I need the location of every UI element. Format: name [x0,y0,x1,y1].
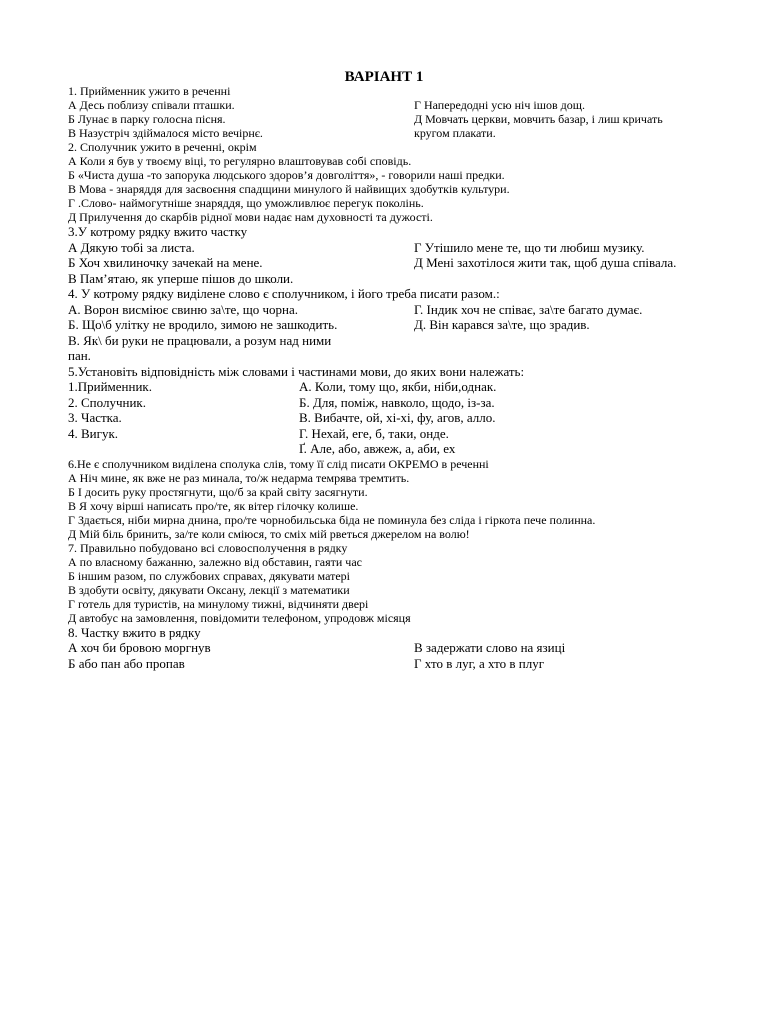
answer-option-continued: пан. [68,348,91,363]
match-row [68,410,728,426]
test-content [68,84,728,671]
answer-option: А Коли я був у твоєму віці, то регулярно влаштовував собі сповідь. [68,154,412,168]
answer-option: А Дякую тобі за листа. [68,239,195,255]
question-3: 3.У котрому рядку вжито частку [68,224,248,239]
answer-option: Б Лунає в парку голосна пісня. [68,112,226,126]
answer-option: А. Ворон висміює свиню за\те, що чорна. [68,301,299,317]
answer-row [68,126,728,140]
answer-option: Д Мовчать церкви, мовчить базар, і лиш кричать [414,112,663,126]
answer-option: Д. Він карався за\те, що зрадив. [414,317,590,332]
answer-row [68,640,728,656]
answer-option: Б Хоч хвилиночку зачекай на мене. [68,255,263,270]
question-6: 6.Не є сполучником виділена сполука слів, тому її слід писати ОКРЕМО в реченні [68,456,489,471]
answer-option: А хоч би бровою моргнув [68,640,211,655]
answer-option: В задержати слово на язиці [414,640,566,655]
answer-option: В Я хочу вірші написать про/те, як вітер гілочку колише. [68,498,359,513]
answer-option: А Ніч мине, як вже не раз минала, то/ж недарма темрява тремтить. [68,470,410,485]
answer-option: Г. Індик хоч не співає, за\те багато думає. [414,301,643,317]
answer-option: Д автобус на замовлення, повідомити телефоном, упродовж місяця [68,610,411,625]
question-7: 7. Правильно побудовано всі словосполучення в рядку [68,540,348,555]
answer-option: Д Прилучення до скарбів рідної мови надає нам духовності та дужості. [68,210,433,224]
match-right: В. Вибачте, ой, хі-хі, фу, агов, алло. [299,410,496,425]
answer-option: В. Як\ би руки не працювали, а розум над ними [68,332,332,348]
answer-option: В здобути освіту, дякувати Оксану, лекції з математики [68,582,350,597]
answer-row [68,302,728,318]
answer-option: А по власному бажанню, залежно від обставин, гаяти час [68,554,362,569]
match-left: 2. Сполучник. [68,394,146,410]
answer-row [68,656,728,672]
match-left: 3. Частка. [68,410,122,425]
answer-row [68,98,728,112]
document-title: ВАРІАНТ 1 [344,69,424,85]
answer-option: Г Напередодні усю ніч ішов дощ. [414,98,585,112]
answer-option: Б іншим разом, по службових справах, дякувати матері [68,568,350,583]
answer-row [68,255,728,271]
question-2: 2. Сполучник ужито в реченні, окрім [68,140,257,154]
answer-option: Г .Слово- наймогутніше знаряддя, що уможливлює перегук поколінь. [68,196,424,210]
answer-option: Г готель для туристів, на минулому тижні, відчиняти двері [68,596,369,611]
answer-option: Д Мені захотілося жити так, щоб душа співала. [414,255,677,270]
answer-option: В Пам’ятаю, як уперше пішов до школи. [68,270,294,286]
match-row [68,441,728,457]
answer-option: Д Мій біль бринить, за/те коли сміюся, то сміх мій рветься джерелом на волю! [68,526,470,541]
answer-option: В Назустріч здіймалося місто вечірнє. [68,126,263,140]
match-row [68,426,728,442]
match-row [68,379,728,395]
match-row [68,395,728,411]
answer-row [68,112,728,126]
answer-option: Б І досить руку простягнути, що/б за край світу засягнути. [68,484,368,499]
match-right: Г. Нехай, еге, б, таки, онде. [299,425,449,441]
answer-option: А Десь поблизу співали пташки. [68,98,235,112]
answer-option: Б або пан або пропав [68,655,185,671]
match-right: Б. Для, поміж, навколо, щодо, із-за. [299,394,495,410]
answer-option: кругом плакати. [414,126,496,140]
match-right: Ґ. Але, або, авжеж, а, аби, ех [299,441,456,456]
answer-option: В Мова - знаряддя для засвоєння спадщини минулого й найвищих здобутків культури. [68,182,510,196]
match-right: А. Коли, тому що, якби, ніби,однак. [299,379,497,394]
question-5: 5.Установіть відповідність між словами і частинами мови, до яких вони належать: [68,363,525,379]
question-8: 8. Частку вжито в рядку [68,624,201,640]
answer-option: Г Утішило мене те, що ти любиш музику. [414,239,645,255]
answer-option: Б. Що\б улітку не вродило, зимою не зашкодить. [68,317,338,332]
match-left: 4. Вигук. [68,425,119,441]
question-1: 1. Прийменник ужито в реченні [68,84,231,98]
question-4: 4. У котрому рядку виділене слово є сполучником, і його треба писати разом.: [68,286,500,301]
answer-option: Г Здається, ніби мирна днина, про/те чорнобильська біда не поминула без сліда і гіркота пече полинна. [68,512,596,527]
answer-option: Г хто в луг, а хто в плуг [414,655,545,671]
answer-row [68,240,728,256]
answer-row [68,317,728,333]
answer-option: Б «Чиста душа -то запорука людського здоров’я довголіття», - говорили наші предки. [68,168,505,182]
match-left: 1.Прийменник. [68,379,152,394]
